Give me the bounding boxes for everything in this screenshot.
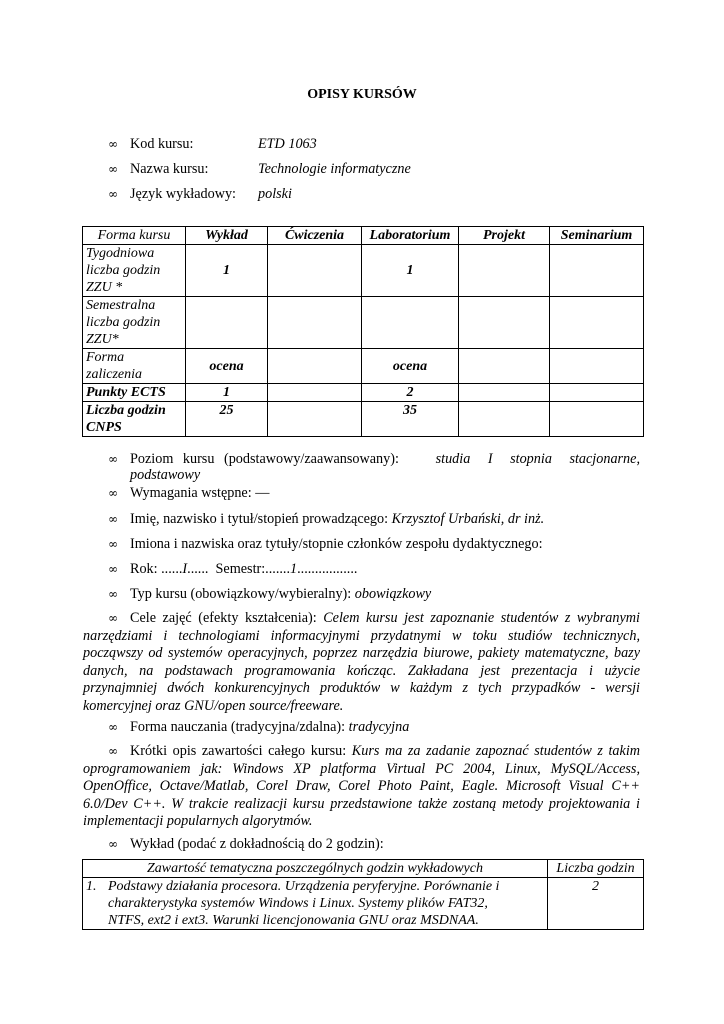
row-label-line: Punkty ECTS — [86, 385, 166, 400]
value-cell — [459, 349, 550, 384]
goals-paragraph — [83, 610, 640, 716]
header-cell: Forma kursu — [83, 227, 186, 245]
year-tail: ...... — [187, 561, 209, 577]
bullet-icon: ∞ — [108, 162, 118, 176]
header-cell: Projekt — [459, 227, 550, 245]
value-cell — [459, 384, 550, 402]
requirements-label: Wymagania wstępne: — [130, 485, 252, 501]
row-label-line: zaliczenia — [86, 367, 142, 382]
row-label-line: Forma — [86, 350, 125, 365]
level-label: Poziom kursu (podstawowy/zaawansowany): — [130, 451, 399, 467]
lecture-line: Podstawy działania procesora. Urządzenia peryferyjne. Porównanie i — [108, 879, 500, 894]
bullet-icon: ∞ — [108, 720, 118, 734]
course-type-label: Typ kursu (obowiązkowy/wybieralny): — [130, 586, 352, 602]
bullet-icon: ∞ — [108, 562, 118, 576]
row-label-line: Liczba godzin — [86, 403, 166, 418]
header-cell: Liczba godzin — [548, 860, 644, 878]
value-cell — [186, 297, 268, 349]
header-cell: Wykład — [186, 227, 268, 245]
bullet-icon: ∞ — [108, 537, 118, 551]
value-cell — [268, 402, 362, 437]
year-semester-line — [130, 561, 357, 578]
table-row — [83, 349, 644, 384]
teaching-form-line — [130, 719, 409, 736]
bullet-icon: ∞ — [108, 611, 118, 625]
value-cell — [268, 245, 362, 297]
lecture-label: Wykład (podać z dokładnością do 2 godzin): — [130, 836, 384, 852]
bullet-icon: ∞ — [108, 837, 118, 851]
row-label-line: Tygodniowa — [86, 246, 155, 261]
header-cell: Laboratorium — [362, 227, 459, 245]
value-cell — [268, 349, 362, 384]
value-cell — [459, 297, 550, 349]
course-type-value: obowiązkowy — [354, 586, 432, 602]
header-cell: Seminarium — [550, 227, 644, 245]
course-code-value: ETD 1063 — [258, 136, 317, 152]
row-label-line: ZZU * — [86, 280, 123, 295]
bullet-icon: ∞ — [108, 587, 118, 601]
value-cell: 35 — [362, 402, 459, 437]
summary-paragraph — [83, 743, 640, 831]
level-value: studia I stopnia stacjonarne, — [435, 451, 640, 467]
row-label-line: ZZU* — [86, 332, 119, 347]
row-label — [83, 402, 186, 437]
page-title: OPISY KURSÓW — [307, 87, 417, 102]
row-label — [83, 349, 186, 384]
bullet-icon: ∞ — [108, 187, 118, 201]
goals-label: Cele zajęć (efekty kształcenia): — [130, 610, 317, 626]
instructor-label: Imię, nazwisko i tytuł/stopień prowadzącego: — [130, 511, 389, 527]
value-cell: 25 — [186, 402, 268, 437]
table-header-row — [83, 860, 644, 878]
table-row — [83, 384, 644, 402]
lecture-line: charakterystyka systemów Windows i Linux. Systemy plików FAT32, — [108, 896, 488, 911]
table-row — [83, 402, 644, 437]
value-cell — [550, 297, 644, 349]
value-cell — [268, 384, 362, 402]
instructor-value: Krzysztof Urbański, dr inż. — [391, 511, 545, 527]
bullet-icon: ∞ — [108, 744, 118, 758]
value-cell — [550, 384, 644, 402]
table-row — [83, 297, 644, 349]
lecture-topic-cell — [83, 878, 548, 930]
summary-label: Krótki opis zawartości całego kursu: — [130, 743, 347, 759]
value-cell: 2 — [362, 384, 459, 402]
header-cell: Zawartość tematyczna poszczególnych godzin wykładowych — [83, 860, 548, 878]
value-cell — [550, 245, 644, 297]
value-cell — [550, 349, 644, 384]
year-value: I — [182, 561, 188, 577]
bullet-icon: ∞ — [108, 452, 118, 466]
value-cell — [550, 402, 644, 437]
value-cell — [459, 245, 550, 297]
header-cell: Ćwiczenia — [268, 227, 362, 245]
lecture-topic — [86, 878, 544, 929]
language-value: polski — [258, 186, 292, 202]
teaching-form-value: tradycyjna — [348, 719, 410, 735]
instructor-line — [130, 511, 544, 528]
value-cell: 1 — [362, 245, 459, 297]
value-cell — [268, 297, 362, 349]
value-cell — [362, 297, 459, 349]
course-code-label: Kod kursu: — [130, 136, 194, 152]
bullet-icon: ∞ — [108, 137, 118, 151]
requirements-value: — — [255, 485, 270, 501]
row-label-line: Semestralna — [86, 298, 156, 313]
teaching-form-label: Forma nauczania (tradycyjna/zdalna): — [130, 719, 346, 735]
team-label: Imiona i nazwiska oraz tytuły/stopnie członków zespołu dydaktycznego: — [130, 536, 543, 552]
lecture-line: NTFS, ext2 i ext3. Warunki licencjonowania GNU oraz MSDNAA. — [108, 913, 479, 928]
goals-value: Celem kursu jest zapoznanie studentów z wybranymi narzędziami i technologiami informacyjnymi przydatnymi w toku studiów technicznych, począwszy od systemów operacyjnych, poprzez narzędzia biurowe, pakiety matematyczne, bazy danych, na podstawach programowania kończąc. Zakładana jest prezentacja i użycie przynajmniej dwóch konkurencyjnych produktów w każdym z tych przypadków - wersji komercyjnej oraz GNU/open source/freeware. — [83, 610, 640, 714]
semester-tail: ................. — [297, 561, 358, 577]
lecture-hours-cell: 2 — [548, 878, 644, 930]
value-cell — [459, 402, 550, 437]
table-row — [83, 878, 644, 930]
course-name-value: Technologie informatyczne — [258, 161, 411, 177]
value-cell: ocena — [186, 349, 268, 384]
semester-value: 1 — [290, 561, 298, 577]
course-type-line — [130, 586, 431, 603]
value-cell: ocena — [362, 349, 459, 384]
table-header-row — [83, 227, 644, 245]
summary-value: Kurs ma za zadanie zapoznać studentów z takim oprogramowaniem jak: Windows XP platforma Virtual PC 2004, Linux, MySQL/Access, OpenOffice, Octave/Matlab, Corel Draw, Corel Photo Paint, Eagle. Microsoft Visual C++ 6.0/Dev C++. W trakcie realizacji kursu przedstawione także zostaną metody projektowania i implementacji popularnych algorytmów. — [83, 743, 641, 830]
lecture-table — [82, 859, 644, 930]
row-label-line: liczba godzin — [86, 315, 161, 330]
level-line — [130, 451, 640, 468]
course-form-table — [82, 226, 644, 437]
table-row — [83, 245, 644, 297]
lecture-number: 1. — [86, 879, 97, 894]
row-label — [83, 384, 186, 402]
value-cell: 1 — [186, 384, 268, 402]
semester-label: Semestr:....... — [215, 561, 291, 577]
value-cell: 1 — [186, 245, 268, 297]
row-label-line: CNPS — [86, 420, 122, 435]
row-label — [83, 297, 186, 349]
requirements-line — [130, 485, 269, 502]
language-label: Język wykładowy: — [130, 186, 236, 202]
bullet-icon: ∞ — [108, 512, 118, 526]
course-name-label: Nazwa kursu: — [130, 161, 209, 177]
level-value-continued: podstawowy — [130, 467, 201, 483]
row-label — [83, 245, 186, 297]
row-label-line: liczba godzin — [86, 263, 161, 278]
year-label: Rok: ...... — [130, 561, 183, 577]
bullet-icon: ∞ — [108, 486, 118, 500]
